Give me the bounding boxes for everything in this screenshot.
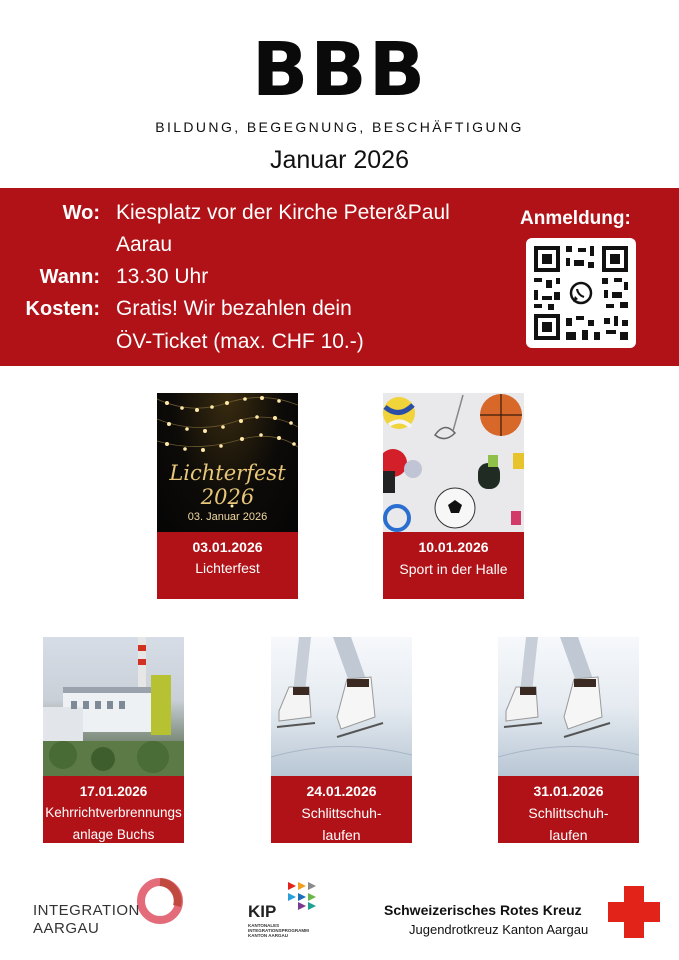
event-card-kva — [43, 637, 184, 843]
cost-label: Kosten: — [25, 298, 100, 320]
event-card-skating-1 — [271, 637, 412, 843]
integration-aargau-icon — [137, 878, 183, 924]
lichterfest-photo — [157, 393, 298, 532]
event-date: 17.01.2026 — [79, 784, 148, 799]
kip-arrows-icon — [278, 880, 338, 910]
event-caption — [43, 776, 184, 843]
srk-line1: Schweizerisches Rotes Kreuz — [384, 902, 582, 918]
event-title: Lichterfest — [195, 560, 260, 576]
cost-line2: ÖV-Ticket (max. CHF 10.-) — [116, 330, 364, 353]
cost-line1: Gratis! Wir bezahlen dein — [116, 297, 352, 320]
event-card-skating-2 — [498, 637, 639, 843]
event-title: Kehrrichtverbrennungsanlage Buchs — [45, 805, 182, 842]
lichterfest-image-title: Lichterfest 2026 — [169, 461, 286, 509]
waste-plant-photo — [43, 637, 184, 776]
kip-line3: KANTON AARGAU — [248, 933, 288, 938]
integration-line1: INTEGRATION — [33, 902, 140, 919]
event-title: Sport in der Halle — [399, 561, 508, 577]
event-card-lichterfest — [157, 393, 298, 599]
bbb-logo: BBB — [251, 27, 428, 113]
lichterfest-image-date: 03. Januar 2026 — [187, 511, 268, 523]
srk-line2: Jugendrotkreuz Kanton Aargau — [409, 922, 589, 937]
kip-logo — [248, 880, 338, 940]
ice-skating-photo — [498, 637, 639, 776]
ice-skating-photo — [271, 637, 412, 776]
kip-line2: INTEGRATIONSPROGRAMM — [248, 928, 309, 933]
tagline: BILDUNG, BEGEGNUNG, BESCHÄFTIGUNG — [155, 119, 524, 135]
event-date: 31.01.2026 — [533, 783, 604, 799]
where-label: Wo: — [62, 202, 100, 224]
event-title: Schlittschuh-laufen — [528, 805, 609, 843]
kip-abbr: KIP — [248, 902, 277, 921]
event-caption — [383, 532, 524, 599]
event-date: 03.01.2026 — [192, 539, 263, 555]
srk-logo — [384, 884, 674, 944]
info-band — [0, 188, 679, 366]
integration-aargau-logo — [33, 878, 183, 938]
month-title: Januar 2026 — [269, 146, 409, 174]
kip-subtitle — [248, 923, 309, 938]
when-value: 13.30 Uhr — [116, 265, 209, 288]
red-cross-icon — [606, 884, 662, 940]
event-caption — [157, 532, 298, 599]
where-line2: Aarau — [116, 233, 173, 256]
integration-line2: AARGAU — [33, 920, 100, 937]
sport-equipment-photo — [383, 393, 524, 532]
event-title: Schlittschuh-laufen — [301, 805, 382, 843]
qr-code-icon[interactable] — [526, 238, 636, 348]
event-date: 10.01.2026 — [418, 539, 489, 555]
kip-line1: KANTONALES — [248, 923, 280, 928]
registration-label: Anmeldung: — [520, 208, 631, 229]
event-card-sport — [383, 393, 524, 599]
event-date: 24.01.2026 — [306, 783, 377, 799]
event-caption — [498, 776, 639, 843]
event-caption — [271, 776, 412, 843]
where-line1: Kiesplatz vor der Kirche Peter&Paul — [116, 201, 450, 224]
when-label: Wann: — [39, 266, 100, 288]
